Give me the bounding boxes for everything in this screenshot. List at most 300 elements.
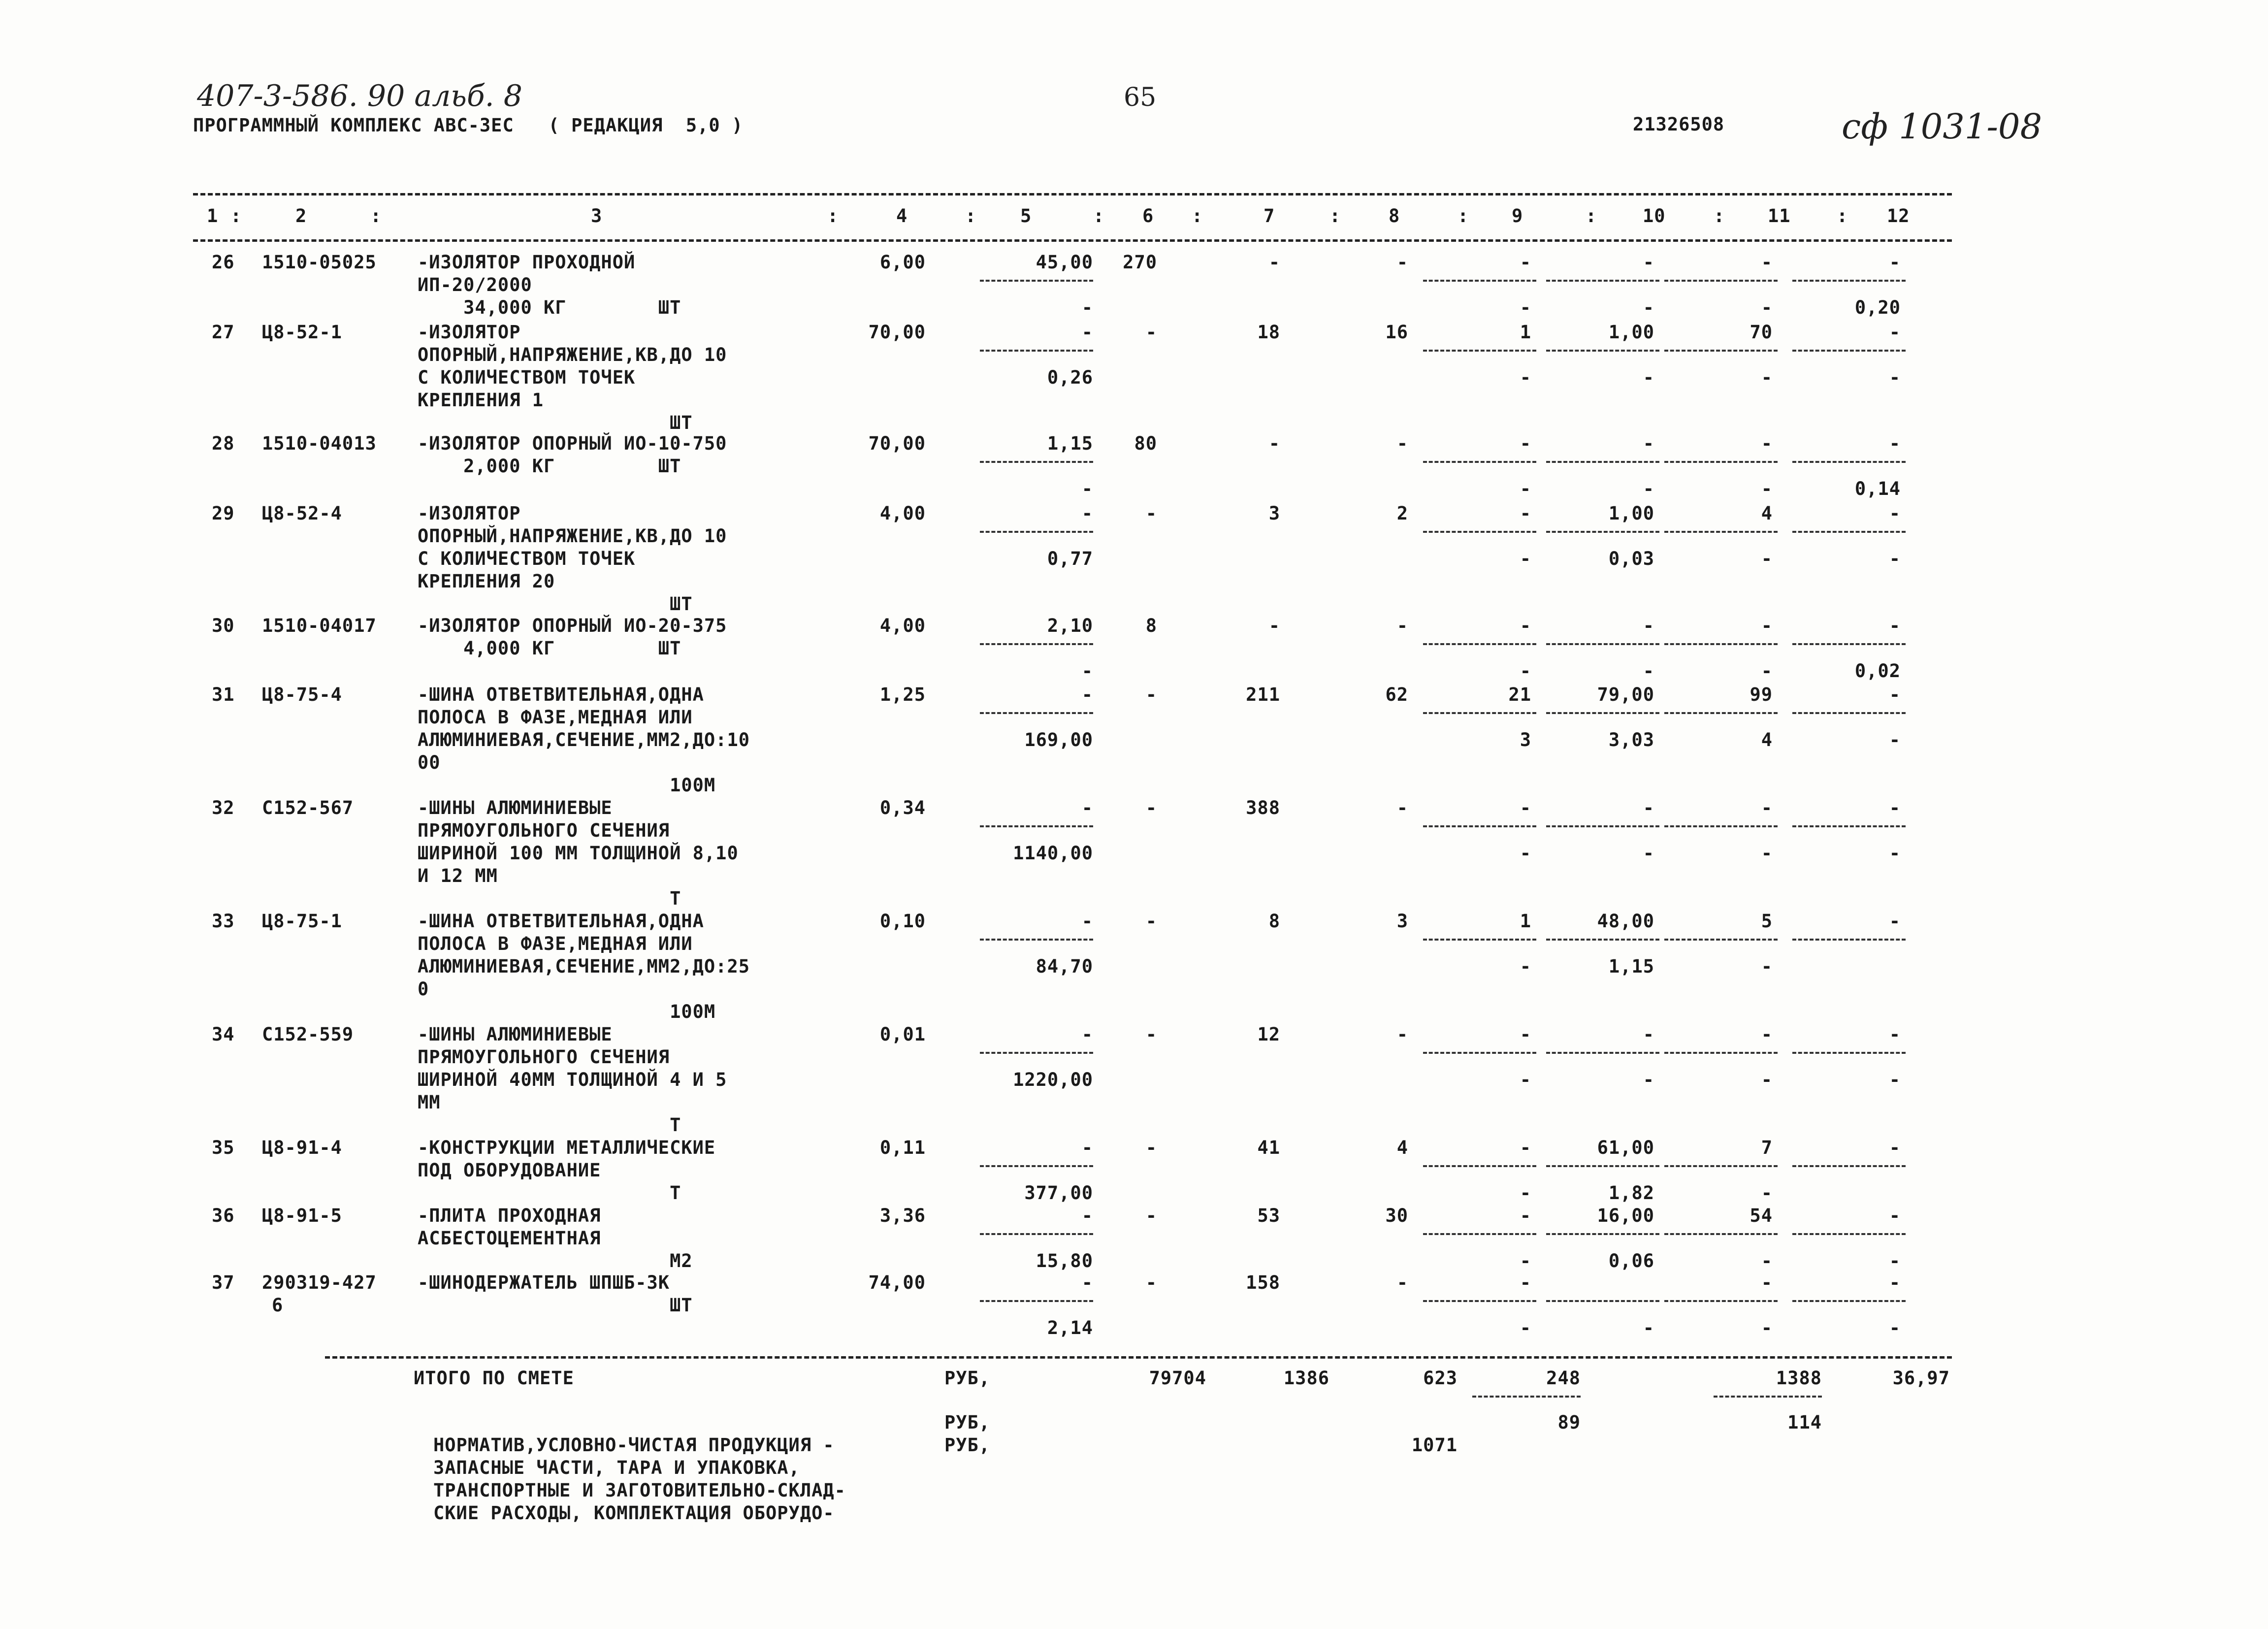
row-c11-b: - (1761, 478, 1773, 499)
row-c12: - (1889, 1205, 1901, 1226)
row-number: 27 (212, 322, 235, 343)
row-c10-b: - (1643, 660, 1654, 682)
row-description-line: ШТ (418, 1295, 693, 1316)
row-col5: - (1081, 1024, 1093, 1045)
row-c9: - (1520, 503, 1531, 524)
row-description-line: -ИЗОЛЯТОР ОПОРНЫЙ ИО-10-750 (418, 433, 727, 454)
row-col5: - (1081, 322, 1093, 343)
row-description-line: ПОЛОСА В ФАЗЕ,МЕДНАЯ ИЛИ (418, 707, 693, 728)
row-description-line: -ПЛИТА ПРОХОДНАЯ (418, 1205, 601, 1226)
row-c9-rule (1423, 712, 1536, 714)
row-c11-b: 4 (1761, 729, 1773, 750)
row-col7: - (1268, 615, 1280, 636)
row-c12-rule (1792, 1300, 1906, 1302)
row-number: 36 (212, 1205, 235, 1226)
row-col7: 211 (1246, 684, 1280, 705)
totals-col6: 79704 (1149, 1368, 1206, 1389)
row-c11: 5 (1761, 911, 1773, 932)
totals-col8: 623 (1423, 1368, 1458, 1389)
row-c11-b: - (1761, 1069, 1773, 1090)
row-c9: 1 (1520, 322, 1531, 343)
row-c10-rule (1546, 350, 1659, 352)
row-c9-b: - (1520, 367, 1531, 388)
row-code: С152-559 (262, 1024, 354, 1045)
row-col5: - (1081, 797, 1093, 818)
row-col5-b: - (1081, 660, 1093, 682)
row-description-line: ПОЛОСА В ФАЗЕ,МЕДНАЯ ИЛИ (418, 933, 693, 954)
column-header-2: 2 (295, 205, 307, 227)
row-col8: - (1396, 252, 1408, 273)
row-c12: - (1889, 1024, 1901, 1045)
footer-unit: РУБ, (944, 1434, 991, 1456)
totals-col11-b: 114 (1787, 1412, 1822, 1433)
row-c12: - (1889, 252, 1901, 273)
row-c11-rule (1664, 712, 1778, 714)
row-c10-rule (1546, 1052, 1659, 1054)
row-number: 29 (212, 503, 235, 524)
row-number: 33 (212, 911, 235, 932)
row-c12: - (1889, 797, 1901, 818)
row-c11-rule (1664, 825, 1778, 827)
document-code: 21326508 (1633, 114, 1725, 135)
row-c10-rule (1546, 1300, 1659, 1302)
column-header-1: 1 (207, 205, 219, 227)
row-c12-b: - (1889, 729, 1901, 750)
row-code: Ц8-75-4 (262, 684, 342, 705)
column-header-12: 12 (1887, 205, 1910, 227)
row-col7: 41 (1257, 1137, 1280, 1158)
row-c12-b: - (1889, 1317, 1901, 1338)
footer-line-1: НОРМАТИВ,УСЛОВНО-ЧИСТАЯ ПРОДУКЦИЯ - (433, 1434, 835, 1456)
row-col5-b: 169,00 (1024, 729, 1093, 750)
column-separator: : (1329, 205, 1341, 227)
row-c10-b: 3,03 (1608, 729, 1654, 750)
row-col5-b: - (1081, 478, 1093, 499)
row-col6: - (1145, 1137, 1157, 1158)
row-c12-b: - (1889, 548, 1901, 569)
row-c11: - (1761, 615, 1773, 636)
row-c10-rule (1546, 712, 1659, 714)
row-c10: - (1643, 615, 1654, 636)
row-c11: - (1761, 433, 1773, 454)
row-c9: 1 (1520, 911, 1531, 932)
row-c11-rule (1664, 280, 1778, 282)
totals-label: ИТОГО ПО СМЕТЕ (414, 1368, 574, 1389)
row-c9: - (1520, 1205, 1531, 1226)
row-description-line: Т (418, 1182, 681, 1204)
row-col8: 62 (1385, 684, 1408, 705)
row-c10-b: 0,06 (1608, 1250, 1654, 1271)
row-c12-b: 0,20 (1854, 297, 1901, 318)
row-c9-b: - (1520, 297, 1531, 318)
row-number: 32 (212, 797, 235, 818)
row-description-line: -ШИНА ОТВЕТВИТЕЛЬНАЯ,ОДНА (418, 911, 704, 932)
row-col7: 158 (1246, 1272, 1280, 1293)
row-c10-rule (1546, 461, 1659, 463)
row-number: 37 (212, 1272, 235, 1293)
row-c11-b: - (1761, 1250, 1773, 1271)
row-col5-rule (980, 1233, 1093, 1235)
totals-col7: 1386 (1283, 1368, 1329, 1389)
row-c11: 70 (1750, 322, 1773, 343)
footer-line-2: ЗАПАСНЫЕ ЧАСТИ, ТАРА И УПАКОВКА, (433, 1457, 800, 1478)
footer-value: 1071 (1411, 1434, 1458, 1456)
row-number: 26 (212, 252, 235, 273)
row-c11-rule (1664, 1165, 1778, 1167)
row-description-line: С КОЛИЧЕСТВОМ ТОЧЕК (418, 548, 636, 569)
row-col6: - (1145, 1272, 1157, 1293)
row-c10: - (1643, 252, 1654, 273)
row-col7: 53 (1257, 1205, 1280, 1226)
column-separator: : (1192, 205, 1203, 227)
row-description-line: -ИЗОЛЯТОР (418, 503, 521, 524)
row-c11: - (1761, 1024, 1773, 1045)
column-header-9: 9 (1512, 205, 1523, 227)
row-col7: 388 (1246, 797, 1280, 818)
handwritten-stamp: сф 1031-08 (1842, 106, 2042, 147)
row-c11-b: - (1761, 1182, 1773, 1204)
row-description-line: ШИРИНОЙ 100 ММ ТОЛЩИНОЙ 8,10 (418, 843, 739, 864)
row-number: 31 (212, 684, 235, 705)
row-col8: - (1396, 1024, 1408, 1045)
row-c10: 48,00 (1597, 911, 1654, 932)
row-c12-b: - (1889, 843, 1901, 864)
row-c12-rule (1792, 939, 1906, 941)
row-c9-b: - (1520, 478, 1531, 499)
row-description-line: 00 (418, 752, 441, 773)
row-col5-rule (980, 1165, 1093, 1167)
row-col7: 3 (1268, 503, 1280, 524)
row-col5: - (1081, 1137, 1093, 1158)
row-c10-b: - (1643, 478, 1654, 499)
row-c10-b: 0,03 (1608, 548, 1654, 569)
column-header-10: 10 (1643, 205, 1666, 227)
handwritten-reference: 407-3-586. 90 альб. 8 (197, 79, 522, 113)
row-description-line: АСБЕСТОЦЕМЕНТНАЯ (418, 1228, 601, 1249)
row-col8: - (1396, 433, 1408, 454)
row-col6: 80 (1134, 433, 1157, 454)
row-description-line: ПРЯМОУГОЛЬНОГО СЕЧЕНИЯ (418, 820, 670, 841)
row-description-line: И 12 ММ (418, 865, 498, 886)
row-c9: - (1520, 433, 1531, 454)
row-c10-rule (1546, 280, 1659, 282)
row-col5-b: 84,70 (1036, 956, 1093, 977)
row-c12-rule (1792, 1165, 1906, 1167)
row-code: 290319-427 (262, 1272, 377, 1293)
row-c9: - (1520, 1137, 1531, 1158)
row-description-line: -ИЗОЛЯТОР (418, 322, 521, 343)
row-c12-rule (1792, 461, 1906, 463)
totals-unit: РУБ, (944, 1368, 991, 1389)
row-c9: - (1520, 1024, 1531, 1045)
row-c9-b: - (1520, 956, 1531, 977)
row-col4: 4,00 (879, 503, 926, 524)
row-c10-rule (1546, 939, 1659, 941)
row-description-line: ММ (418, 1092, 441, 1113)
row-c11-b: - (1761, 956, 1773, 977)
header-bottom-rule (193, 239, 1952, 242)
row-c11-rule (1664, 531, 1778, 533)
row-c12: - (1889, 1137, 1901, 1158)
row-col8: 30 (1385, 1205, 1408, 1226)
row-description-line: Т (418, 888, 681, 909)
row-col6: 270 (1123, 252, 1157, 273)
row-c10-b: - (1643, 367, 1654, 388)
row-c9-b: - (1520, 1250, 1531, 1271)
row-c11: 7 (1761, 1137, 1773, 1158)
row-col5-rule (980, 825, 1093, 827)
row-col6: - (1145, 503, 1157, 524)
row-col5-rule (980, 531, 1093, 533)
row-col7: 12 (1257, 1024, 1280, 1045)
footer-line-4: СКИЕ РАСХОДЫ, КОМПЛЕКТАЦИЯ ОБОРУДО- (433, 1502, 835, 1524)
column-separator: : (370, 205, 382, 227)
row-c9-rule (1423, 1165, 1536, 1167)
row-c12-b: - (1889, 367, 1901, 388)
row-description-line: АЛЮМИНИЕВАЯ,СЕЧЕНИЕ,ММ2,ДО:10 (418, 729, 750, 750)
row-code: 1510-04017 (262, 615, 377, 636)
row-c11: - (1761, 797, 1773, 818)
row-col8: - (1396, 615, 1408, 636)
row-col5: - (1081, 911, 1093, 932)
row-col8: - (1396, 797, 1408, 818)
row-description-line: -ШИНА ОТВЕТВИТЕЛЬНАЯ,ОДНА (418, 684, 704, 705)
row-c11-rule (1664, 1233, 1778, 1235)
row-code: Ц8-52-1 (262, 322, 342, 343)
row-c12-rule (1792, 350, 1906, 352)
row-col5-b: 2,14 (1047, 1317, 1093, 1338)
row-col4: 74,00 (868, 1272, 926, 1293)
row-col6: - (1145, 1205, 1157, 1226)
row-c10-b: 1,82 (1608, 1182, 1654, 1204)
row-description-line: С КОЛИЧЕСТВОМ ТОЧЕК (418, 367, 636, 388)
row-c12: - (1889, 503, 1901, 524)
row-c10: 16,00 (1597, 1205, 1654, 1226)
row-description-line: 2,000 КГ ШТ (418, 456, 681, 477)
row-col4: 70,00 (868, 433, 926, 454)
row-col5-rule (980, 350, 1093, 352)
row-c12-rule (1792, 643, 1906, 645)
row-c9-rule (1423, 531, 1536, 533)
row-description-line: Т (418, 1114, 681, 1136)
row-code: 1510-04013 (262, 433, 377, 454)
row-c9-rule (1423, 280, 1536, 282)
row-c10: 1,00 (1608, 322, 1654, 343)
row-description-line: ПРЯМОУГОЛЬНОГО СЕЧЕНИЯ (418, 1046, 670, 1068)
header-top-rule (193, 193, 1952, 195)
row-code: 1510-05025 (262, 252, 377, 273)
row-col7: 18 (1257, 322, 1280, 343)
row-code-continuation: 6 (272, 1295, 284, 1316)
row-description-line: 4,000 КГ ШТ (418, 638, 681, 659)
row-c9-b: - (1520, 660, 1531, 682)
row-col6: - (1145, 322, 1157, 343)
row-c10-b: 1,15 (1608, 956, 1654, 977)
totals-col11-rule (1714, 1396, 1822, 1398)
row-code: Ц8-52-4 (262, 503, 342, 524)
row-c11-b: - (1761, 843, 1773, 864)
row-col6: - (1145, 797, 1157, 818)
row-c9-b: - (1520, 548, 1531, 569)
column-separator: : (1093, 205, 1104, 227)
row-c12: - (1889, 322, 1901, 343)
row-c11-b: - (1761, 1317, 1773, 1338)
row-col5-rule (980, 939, 1093, 941)
row-c11-b: - (1761, 660, 1773, 682)
row-col4: 0,34 (879, 797, 926, 818)
row-c11: 99 (1750, 684, 1773, 705)
row-c12-rule (1792, 531, 1906, 533)
column-header-11: 11 (1768, 205, 1791, 227)
row-description-line: М2 (418, 1250, 693, 1271)
row-col4: 3,36 (879, 1205, 926, 1226)
row-col5: - (1081, 503, 1093, 524)
page-number: 65 (1124, 83, 1157, 112)
row-description-line: ШТ (418, 412, 693, 433)
row-col8: - (1396, 1272, 1408, 1293)
row-col5: - (1081, 1205, 1093, 1226)
totals-col9: 248 (1546, 1368, 1581, 1389)
row-c11-rule (1664, 1052, 1778, 1054)
row-col5-rule (980, 712, 1093, 714)
row-c9-b: - (1520, 1317, 1531, 1338)
row-c9-rule (1423, 939, 1536, 941)
row-c9: - (1520, 615, 1531, 636)
row-c10-b: - (1643, 1317, 1654, 1338)
row-c10: - (1643, 1024, 1654, 1045)
row-c10: 61,00 (1597, 1137, 1654, 1158)
row-description-line: -ШИНЫ АЛЮМИНИЕВЫЕ (418, 797, 613, 818)
row-col5-rule (980, 1300, 1093, 1302)
row-c10-rule (1546, 825, 1659, 827)
row-c12-b: - (1889, 1250, 1901, 1271)
row-c12: - (1889, 684, 1901, 705)
row-col4: 0,11 (879, 1137, 926, 1158)
column-header-7: 7 (1264, 205, 1275, 227)
column-separator: : (230, 205, 242, 227)
row-c12-rule (1792, 1233, 1906, 1235)
row-col5-b: 377,00 (1024, 1182, 1093, 1204)
row-description-line: -ШИНОДЕРЖАТЕЛЬ ШПШБ-3К (418, 1272, 670, 1293)
row-col5-b: 0,77 (1047, 548, 1093, 569)
column-header-6: 6 (1142, 205, 1154, 227)
footer-line-3: ТРАНСПОРТНЫЕ И ЗАГОТОВИТЕЛЬНО-СКЛАД- (433, 1480, 846, 1501)
row-c10: 1,00 (1608, 503, 1654, 524)
row-c9-rule (1423, 1052, 1536, 1054)
totals-col12: 36,97 (1892, 1368, 1950, 1389)
row-c10-b: - (1643, 297, 1654, 318)
row-col4: 0,10 (879, 911, 926, 932)
row-col5-rule (980, 461, 1093, 463)
row-c10-b: - (1643, 1069, 1654, 1090)
row-description-line: ОПОРНЫЙ,НАПРЯЖЕНИЕ,КВ,ДО 10 (418, 525, 727, 547)
row-col4: 6,00 (879, 252, 926, 273)
row-c9: 21 (1508, 684, 1531, 705)
row-c11: 54 (1750, 1205, 1773, 1226)
row-code: Ц8-75-1 (262, 911, 342, 932)
row-number: 34 (212, 1024, 235, 1045)
row-col5: 45,00 (1036, 252, 1093, 273)
row-c11-b: - (1761, 367, 1773, 388)
row-c11-rule (1664, 1300, 1778, 1302)
row-c12: - (1889, 615, 1901, 636)
row-code: С152-567 (262, 797, 354, 818)
row-col4: 70,00 (868, 322, 926, 343)
row-col6: 8 (1145, 615, 1157, 636)
row-c9: - (1520, 1272, 1531, 1293)
row-c12-rule (1792, 1052, 1906, 1054)
row-col6: - (1145, 1024, 1157, 1045)
row-description-line: ШИРИНОЙ 40ММ ТОЛЩИНОЙ 4 И 5 (418, 1069, 727, 1090)
row-col5: - (1081, 684, 1093, 705)
row-description-line: 100М (418, 1001, 716, 1022)
row-c9-b: - (1520, 1182, 1531, 1204)
column-separator: : (827, 205, 839, 227)
row-col5-rule (980, 643, 1093, 645)
row-col7: - (1268, 433, 1280, 454)
row-c9-rule (1423, 1233, 1536, 1235)
row-description-line: -ШИНЫ АЛЮМИНИЕВЫЕ (418, 1024, 613, 1045)
column-separator: : (1714, 205, 1725, 227)
row-col4: 0,01 (879, 1024, 926, 1045)
column-header-8: 8 (1389, 205, 1400, 227)
row-c12-b: 0,14 (1854, 478, 1901, 499)
row-col5-rule (980, 1052, 1093, 1054)
row-code: Ц8-91-5 (262, 1205, 342, 1226)
row-col5-b: - (1081, 297, 1093, 318)
row-col8: 16 (1385, 322, 1408, 343)
row-c10: - (1643, 433, 1654, 454)
row-col7: 8 (1268, 911, 1280, 932)
row-c9: - (1520, 797, 1531, 818)
row-description-line: ОПОРНЫЙ,НАПРЯЖЕНИЕ,КВ,ДО 10 (418, 344, 727, 365)
row-c10: - (1643, 797, 1654, 818)
row-c12: - (1889, 911, 1901, 932)
row-col5: 2,10 (1047, 615, 1093, 636)
row-description-line: -КОНСТРУКЦИИ МЕТАЛЛИЧЕСКИЕ (418, 1137, 716, 1158)
row-description-line: АЛЮМИНИЕВАЯ,СЕЧЕНИЕ,ММ2,ДО:25 (418, 956, 750, 977)
row-col6: - (1145, 911, 1157, 932)
row-c11: - (1761, 1272, 1773, 1293)
row-col7: - (1268, 252, 1280, 273)
row-description-line: КРЕПЛЕНИЯ 20 (418, 571, 555, 592)
row-description-line: -ИЗОЛЯТОР ПРОХОДНОЙ (418, 252, 636, 273)
row-c12: - (1889, 1272, 1901, 1293)
row-col5-rule (980, 280, 1093, 282)
column-header-3: 3 (591, 205, 603, 227)
row-col4: 1,25 (879, 684, 926, 705)
row-col5: - (1081, 1272, 1093, 1293)
column-separator: : (1837, 205, 1848, 227)
row-c9-rule (1423, 350, 1536, 352)
totals-rule (325, 1356, 1952, 1359)
row-col8: 3 (1396, 911, 1408, 932)
row-c12: - (1889, 433, 1901, 454)
row-description-line: КРЕПЛЕНИЯ 1 (418, 390, 544, 411)
row-description-line: -ИЗОЛЯТОР ОПОРНЫЙ ИО-20-375 (418, 615, 727, 636)
row-c9-rule (1423, 1300, 1536, 1302)
row-col8: 4 (1396, 1137, 1408, 1158)
row-c12-b: - (1889, 1069, 1901, 1090)
row-col5-b: 1140,00 (1013, 843, 1093, 864)
totals-col9-b: 89 (1557, 1412, 1581, 1433)
column-separator: : (965, 205, 976, 227)
totals-col9-rule (1472, 1396, 1581, 1398)
row-description-line: ПОД ОБОРУДОВАНИЕ (418, 1160, 601, 1181)
row-description-line: ШТ (418, 593, 693, 615)
column-header-5: 5 (1020, 205, 1032, 227)
row-description-line: 34,000 КГ ШТ (418, 297, 681, 318)
